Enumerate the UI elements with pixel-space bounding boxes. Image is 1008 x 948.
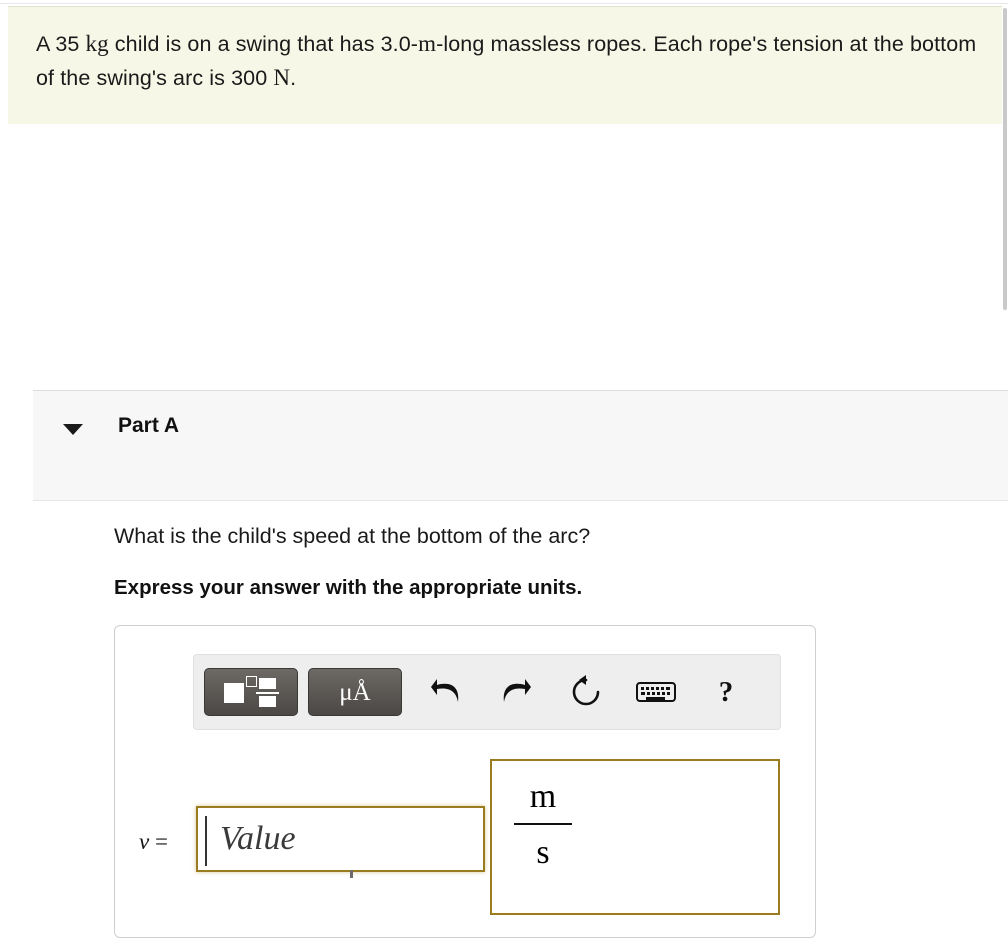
part-a-title: Part A <box>118 414 180 437</box>
problem-statement-text <box>36 27 978 95</box>
problem-text-segment-4: . <box>290 66 297 90</box>
unit-newton: N <box>273 65 291 90</box>
units-numerator: m <box>529 778 557 815</box>
input-marker <box>350 870 353 878</box>
help-button[interactable] <box>700 668 752 716</box>
answer-instruction: Express your answer with the appropriate units. <box>114 576 583 599</box>
answer-entry-panel <box>114 625 816 938</box>
variable-label <box>139 829 168 855</box>
problem-text-segment-2: child is on a swing that has 3.0- <box>108 32 419 56</box>
part-a-header[interactable] <box>33 391 1008 501</box>
units-denominator: s <box>536 834 550 871</box>
keyboard-icon[interactable] <box>630 668 682 716</box>
fraction-bar <box>514 823 572 825</box>
equals-symbol: = <box>149 829 168 854</box>
template-icon <box>222 675 280 709</box>
variable-symbol: v <box>139 829 150 854</box>
units-button[interactable] <box>308 668 402 716</box>
value-input[interactable] <box>196 806 485 872</box>
window-top-edge <box>0 0 1008 4</box>
problem-statement-banner <box>8 6 1008 124</box>
units-fraction <box>508 775 578 875</box>
problem-text-segment-1: A 35 <box>36 32 86 56</box>
units-button-label: μÅ <box>339 678 371 706</box>
equation-editor-toolbar <box>193 654 781 730</box>
unit-meter: m <box>418 31 437 56</box>
text-cursor <box>205 816 207 866</box>
question-prompt: What is the child's speed at the bottom of the arc? <box>114 524 591 548</box>
help-label: ? <box>718 675 734 708</box>
problem-text-segment-3: -long massless ropes. Each rope's tension at the bottom of the swing's arc is 300 <box>36 32 977 90</box>
units-input[interactable] <box>490 759 780 915</box>
redo-icon[interactable] <box>490 668 542 716</box>
undo-icon[interactable] <box>420 668 472 716</box>
reset-icon[interactable] <box>560 668 612 716</box>
template-button[interactable] <box>204 668 298 716</box>
chevron-down-icon[interactable] <box>63 424 83 435</box>
value-placeholder: Value <box>220 820 296 857</box>
vertical-scrollbar-thumb[interactable] <box>1003 8 1007 310</box>
unit-kilogram: kg <box>85 31 109 56</box>
